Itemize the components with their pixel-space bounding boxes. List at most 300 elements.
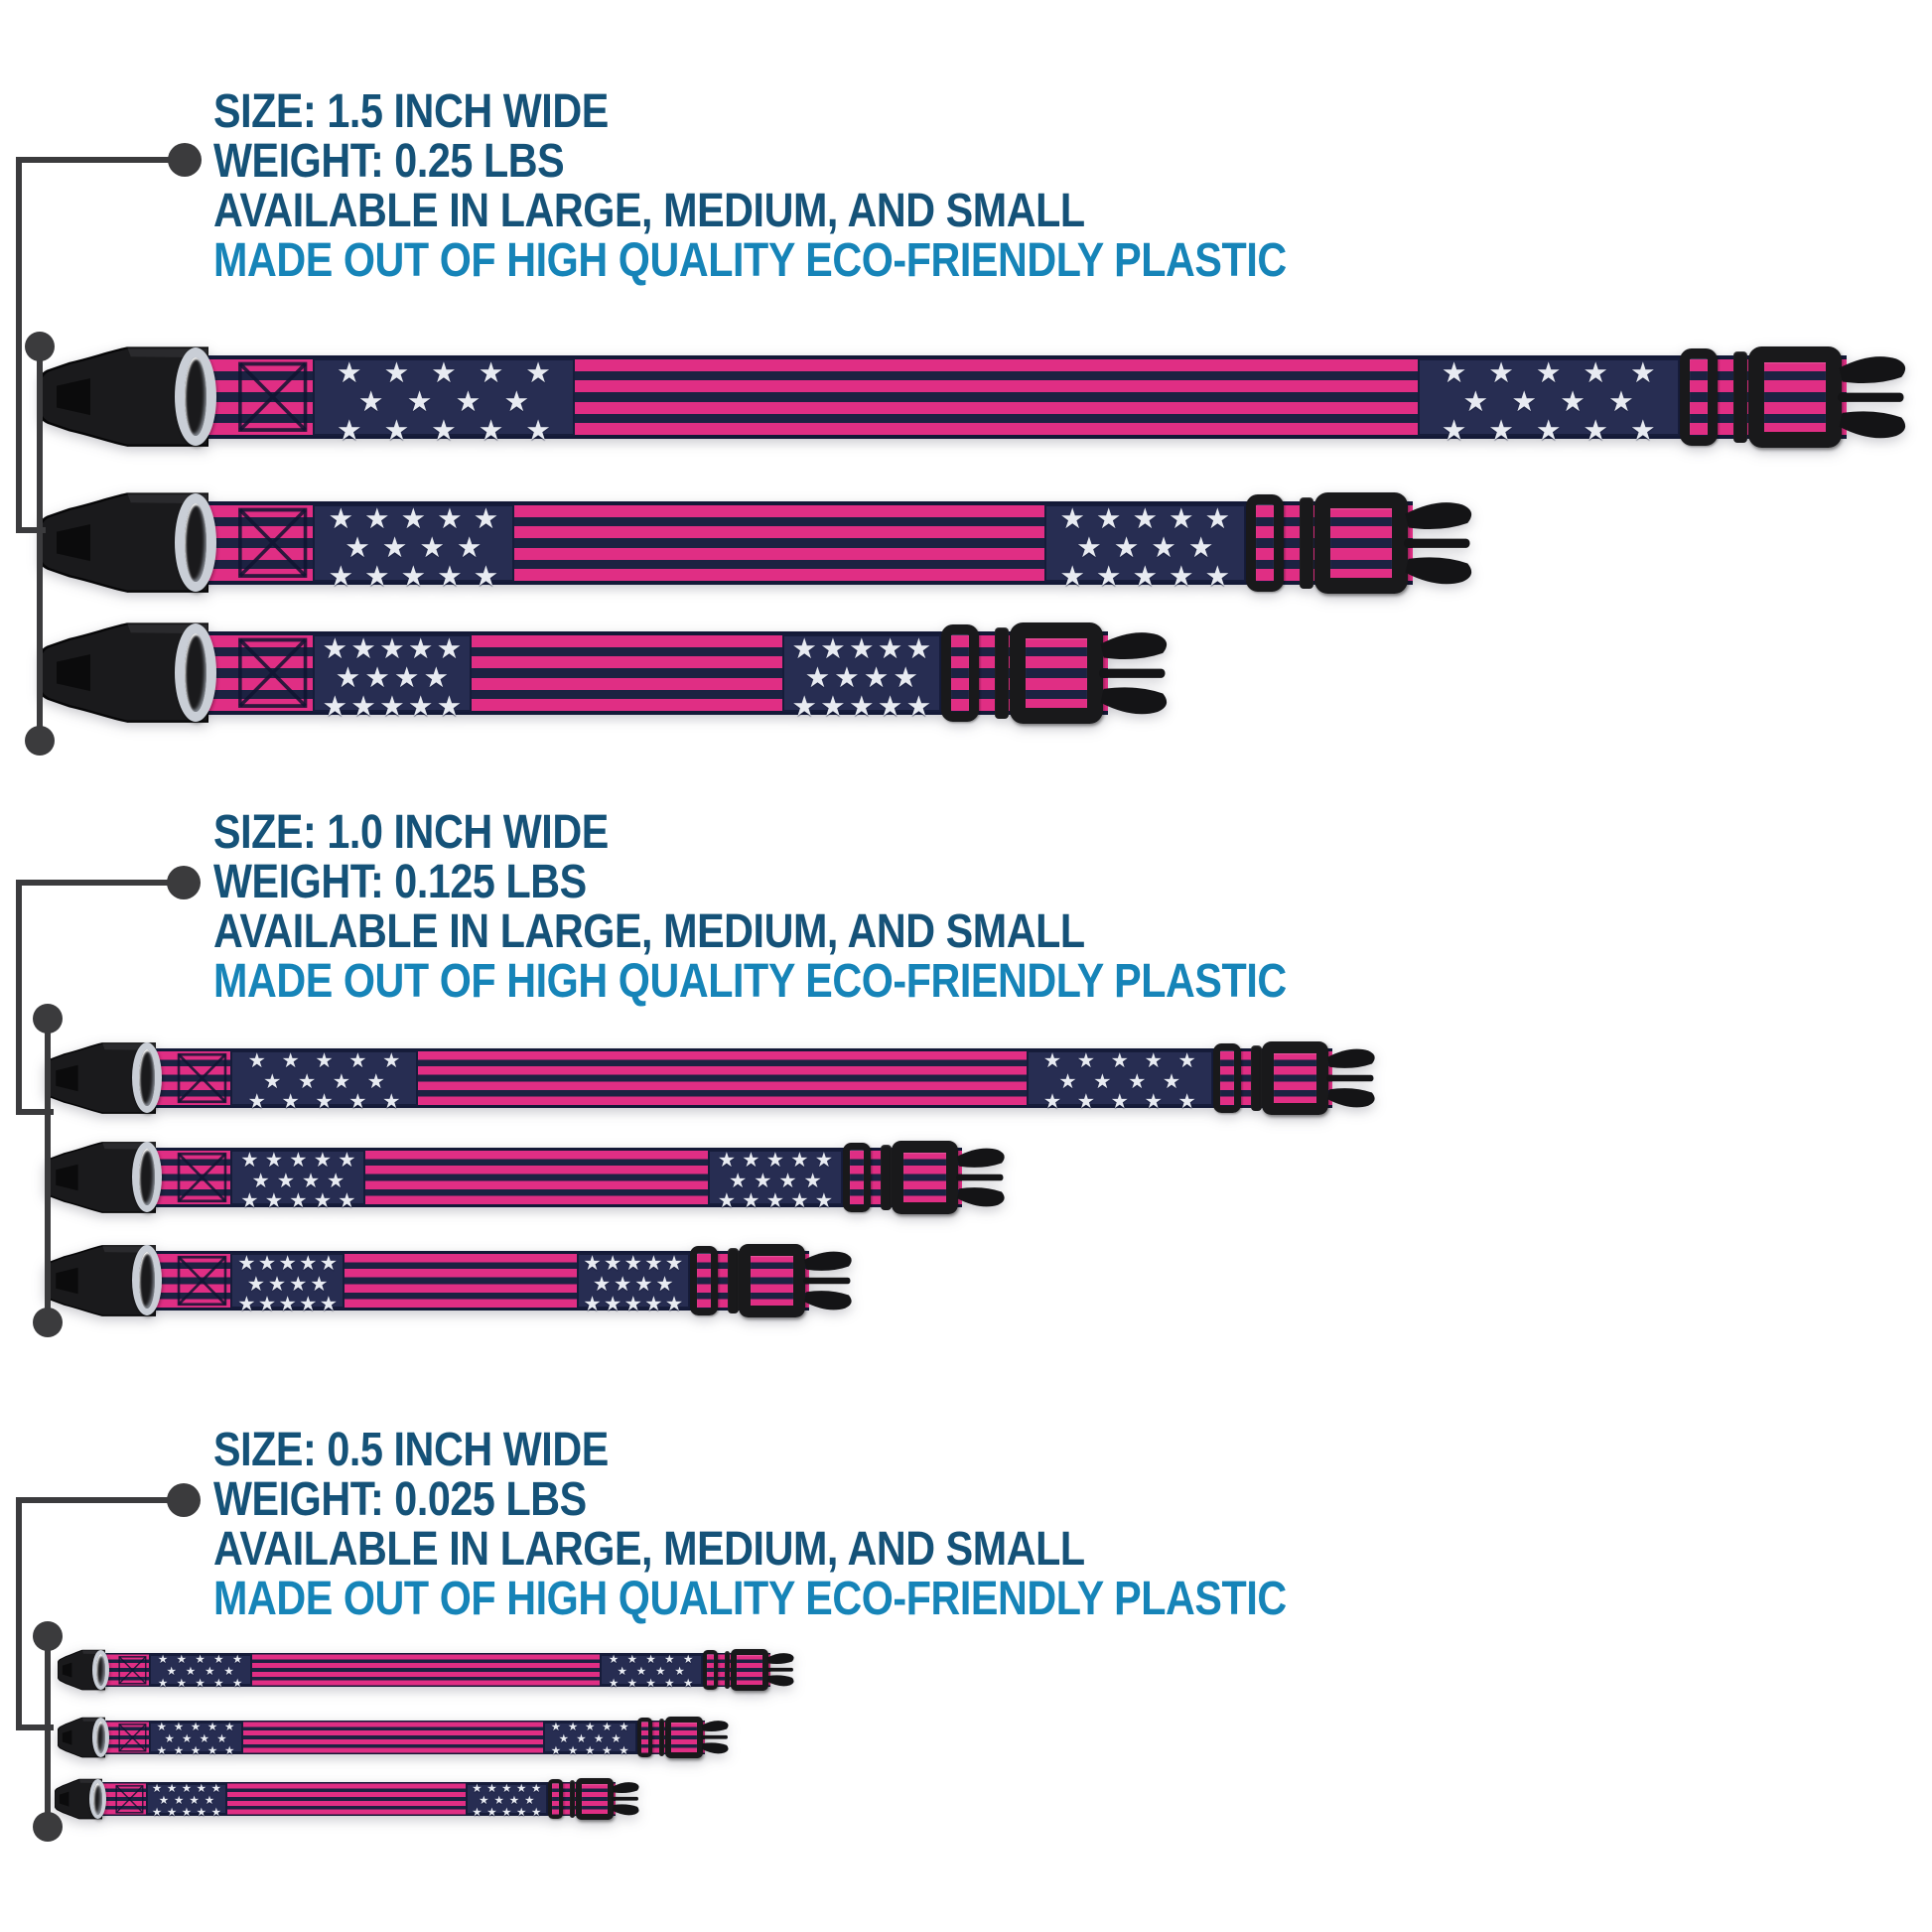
collar-photo-large	[58, 1648, 797, 1692]
tri-glide-adjuster	[690, 1246, 718, 1315]
star-icon: ★	[619, 1742, 629, 1757]
star-icon: ★	[436, 688, 463, 723]
weight-text: WEIGHT: 0.25 LBS	[213, 135, 565, 188]
star-icon: ★	[382, 1048, 401, 1073]
strap-keeper	[728, 1248, 738, 1313]
stitch-box	[177, 1051, 227, 1105]
star-icon: ★	[1488, 412, 1514, 447]
tri-glide-adjuster	[637, 1718, 653, 1756]
star-field	[1044, 501, 1246, 593]
star-icon: ★	[350, 631, 376, 666]
star-icon: ★	[205, 1663, 215, 1678]
star-icon: ★	[237, 1251, 256, 1276]
star-icon: ★	[267, 1271, 287, 1296]
star-icon: ★	[804, 659, 831, 694]
star-row	[1418, 355, 1680, 390]
star-icon: ★	[501, 1804, 512, 1819]
star-row	[708, 1188, 843, 1213]
star-row	[230, 1048, 417, 1073]
material-text: MADE OUT OF HIGH QUALITY ECO-FRIENDLY PLASTIC	[213, 234, 1287, 287]
star-icon: ★	[765, 1188, 785, 1213]
star-icon: ★	[247, 1048, 266, 1073]
star-icon: ★	[176, 1675, 188, 1690]
star-icon: ★	[834, 659, 860, 694]
side-release-buckle-right	[1748, 346, 1842, 449]
star-icon: ★	[1441, 355, 1467, 390]
star-row	[149, 1722, 243, 1733]
star-icon: ★	[419, 529, 445, 564]
star-field	[1418, 355, 1680, 447]
star-icon: ★	[436, 631, 463, 666]
star-icon: ★	[164, 1730, 175, 1745]
star-icon: ★	[1132, 501, 1159, 536]
star-icon: ★	[530, 1781, 542, 1796]
star-row	[149, 1654, 252, 1666]
star-icon: ★	[754, 1168, 772, 1192]
star-icon: ★	[814, 1148, 834, 1173]
star-field	[466, 1781, 548, 1819]
star-icon: ★	[407, 631, 434, 666]
collar-photo-medium	[40, 488, 1479, 597]
callout-node-bottom	[33, 1308, 63, 1337]
star-row	[1044, 529, 1246, 564]
star-icon: ★	[281, 1048, 300, 1073]
star-icon: ★	[820, 631, 846, 666]
star-icon: ★	[407, 688, 434, 723]
star-icon: ★	[742, 1188, 760, 1213]
side-release-buckle-right	[731, 1649, 768, 1691]
star-icon: ★	[322, 688, 348, 723]
callout-line-horizontal	[16, 1497, 184, 1503]
star-icon: ★	[1629, 355, 1656, 390]
d-ring	[175, 493, 216, 592]
star-row	[149, 1675, 252, 1690]
star-row	[149, 1742, 243, 1757]
strap-keeper	[881, 1145, 891, 1210]
star-icon: ★	[166, 1804, 178, 1819]
star-icon: ★	[814, 1188, 834, 1213]
star-icon: ★	[157, 1652, 169, 1667]
stitch-box	[118, 1723, 147, 1753]
star-icon: ★	[765, 1148, 785, 1173]
star-icon: ★	[1076, 1048, 1096, 1073]
star-icon: ★	[210, 1804, 221, 1819]
star-icon: ★	[379, 631, 405, 666]
star-icon: ★	[310, 1271, 329, 1296]
star-row	[313, 659, 472, 694]
star-icon: ★	[366, 1068, 385, 1093]
star-row	[466, 1804, 548, 1819]
star-icon: ★	[603, 1251, 622, 1276]
star-icon: ★	[297, 1068, 317, 1093]
star-icon: ★	[1132, 558, 1159, 593]
star-icon: ★	[181, 1804, 193, 1819]
star-icon: ★	[1110, 1089, 1129, 1114]
star-icon: ★	[905, 688, 932, 723]
collar-photo-large	[40, 343, 1913, 451]
star-icon: ★	[877, 631, 903, 666]
star-icon: ★	[583, 1251, 602, 1276]
star-icon: ★	[729, 1168, 748, 1192]
star-icon: ★	[348, 1089, 367, 1114]
star-icon: ★	[364, 501, 390, 536]
star-icon: ★	[478, 412, 504, 447]
star-icon: ★	[664, 1675, 675, 1690]
star-icon: ★	[608, 1675, 620, 1690]
star-icon: ★	[157, 1675, 169, 1690]
star-row	[708, 1148, 843, 1173]
star-icon: ★	[905, 631, 932, 666]
star-icon: ★	[791, 688, 818, 723]
star-icon: ★	[456, 529, 483, 564]
star-row	[313, 688, 472, 723]
star-icon: ★	[603, 1292, 622, 1316]
star-row	[782, 659, 941, 694]
star-icon: ★	[1168, 501, 1194, 536]
star-icon: ★	[778, 1168, 797, 1192]
star-icon: ★	[315, 1089, 334, 1114]
star-icon: ★	[1168, 558, 1194, 593]
star-icon: ★	[263, 1068, 282, 1093]
star-icon: ★	[207, 1742, 218, 1757]
star-icon: ★	[337, 412, 362, 447]
star-icon: ★	[1128, 1068, 1147, 1093]
d-ring	[175, 623, 216, 722]
star-icon: ★	[345, 529, 370, 564]
callout-node-top	[33, 1004, 63, 1034]
star-icon: ★	[1076, 529, 1102, 564]
star-icon: ★	[207, 1720, 218, 1734]
star-icon: ★	[319, 1251, 338, 1276]
star-icon: ★	[166, 1663, 177, 1678]
star-icon: ★	[1583, 355, 1609, 390]
star-icon: ★	[472, 1781, 483, 1796]
star-field	[708, 1148, 843, 1213]
callout-line-vertical	[16, 160, 22, 533]
strap-keeper	[1251, 1045, 1261, 1111]
star-icon: ★	[240, 1188, 259, 1213]
buckle-prongs	[956, 1145, 1010, 1210]
star-field	[782, 631, 941, 723]
spec-text-block	[213, 1426, 1287, 1624]
star-field	[313, 631, 472, 723]
star-icon: ★	[364, 659, 390, 694]
star-field	[1027, 1048, 1213, 1114]
star-icon: ★	[611, 1730, 621, 1745]
star-icon: ★	[501, 1781, 512, 1796]
star-icon: ★	[863, 659, 890, 694]
star-icon: ★	[257, 1251, 277, 1276]
buckle-prongs	[1838, 351, 1913, 443]
callout-line-collars	[45, 1636, 51, 1827]
callout-line-horizontal	[16, 157, 185, 163]
side-release-buckle-right	[1262, 1041, 1328, 1114]
star-icon: ★	[644, 1251, 663, 1276]
collar-photo-large	[45, 1039, 1380, 1117]
strap-keeper	[725, 1651, 731, 1688]
star-row	[313, 412, 575, 447]
star-icon: ★	[156, 1742, 167, 1757]
star-icon: ★	[182, 1730, 193, 1745]
star-icon: ★	[276, 1168, 295, 1192]
callout-node-top	[33, 1621, 63, 1651]
star-icon: ★	[1093, 1068, 1112, 1093]
star-row	[230, 1292, 345, 1316]
side-release-buckle-right	[1314, 492, 1408, 595]
star-icon: ★	[364, 558, 390, 593]
availability-text: AVAILABLE IN LARGE, MEDIUM, AND SMALL	[213, 1523, 1085, 1576]
collar-photo-small	[45, 1242, 857, 1319]
star-icon: ★	[264, 1148, 284, 1173]
star-icon: ★	[322, 631, 348, 666]
star-icon: ★	[848, 631, 875, 666]
callout-line-collars	[45, 1019, 51, 1322]
star-row	[600, 1654, 703, 1666]
star-field	[146, 1781, 228, 1819]
star-row	[230, 1089, 417, 1114]
star-icon: ★	[196, 1781, 207, 1796]
star-icon: ★	[1583, 412, 1609, 447]
side-release-buckle-right	[892, 1141, 958, 1213]
star-row	[230, 1148, 365, 1173]
side-release-buckle-right	[576, 1778, 614, 1820]
strap-keeper	[1733, 351, 1747, 443]
star-icon: ★	[1488, 355, 1514, 390]
star-icon: ★	[820, 688, 846, 723]
star-icon: ★	[503, 383, 530, 418]
star-icon: ★	[626, 1652, 638, 1667]
buckle-prongs	[1099, 627, 1174, 719]
star-icon: ★	[348, 1048, 367, 1073]
star-row	[230, 1251, 345, 1276]
collar-photo-medium	[58, 1716, 732, 1759]
buckle-prongs	[701, 1719, 732, 1755]
star-icon: ★	[530, 1804, 542, 1819]
star-icon: ★	[664, 1292, 684, 1316]
star-icon: ★	[614, 1271, 632, 1296]
star-icon: ★	[350, 688, 376, 723]
star-icon: ★	[246, 1271, 265, 1296]
star-icon: ★	[455, 383, 482, 418]
star-icon: ★	[1204, 558, 1231, 593]
star-icon: ★	[289, 1148, 308, 1173]
star-icon: ★	[247, 1089, 266, 1114]
star-icon: ★	[655, 1663, 666, 1678]
star-icon: ★	[313, 1188, 333, 1213]
star-icon: ★	[278, 1251, 297, 1276]
star-icon: ★	[406, 383, 433, 418]
buckle-prongs	[1404, 497, 1479, 589]
star-icon: ★	[382, 1089, 401, 1114]
star-icon: ★	[472, 1804, 483, 1819]
star-row	[782, 631, 941, 666]
star-icon: ★	[381, 529, 408, 564]
star-row	[782, 688, 941, 723]
size-text: SIZE: 0.5 INCH WIDE	[213, 1424, 609, 1476]
tri-glide-adjuster	[843, 1143, 871, 1212]
star-icon: ★	[626, 1675, 638, 1690]
callout-line-vertical	[16, 883, 22, 1115]
star-icon: ★	[655, 1271, 674, 1296]
star-icon: ★	[257, 1292, 277, 1316]
star-row	[1027, 1089, 1213, 1114]
star-icon: ★	[576, 1730, 587, 1745]
star-icon: ★	[508, 1792, 520, 1807]
star-icon: ★	[1059, 558, 1086, 593]
star-icon: ★	[213, 1675, 224, 1690]
size-text: SIZE: 1.0 INCH WIDE	[213, 806, 609, 859]
star-field	[313, 355, 575, 447]
star-icon: ★	[486, 1804, 497, 1819]
star-icon: ★	[231, 1652, 243, 1667]
star-icon: ★	[173, 1742, 185, 1757]
star-icon: ★	[166, 1781, 178, 1796]
star-icon: ★	[1162, 1068, 1181, 1093]
star-icon: ★	[383, 355, 410, 390]
star-icon: ★	[328, 501, 354, 536]
star-icon: ★	[204, 1792, 215, 1807]
star-icon: ★	[400, 501, 427, 536]
callout-line-collars	[37, 346, 43, 741]
star-icon: ★	[1187, 529, 1214, 564]
star-icon: ★	[479, 1792, 489, 1807]
star-icon: ★	[516, 1804, 527, 1819]
star-icon: ★	[790, 1148, 809, 1173]
star-icon: ★	[593, 1730, 605, 1745]
star-row	[543, 1742, 637, 1757]
star-icon: ★	[790, 1188, 809, 1213]
stitch-box	[237, 635, 308, 711]
star-field	[230, 1048, 417, 1114]
side-release-buckle-right	[739, 1244, 805, 1316]
star-icon: ★	[644, 1292, 663, 1316]
star-field	[543, 1720, 637, 1757]
collar-photo-medium	[45, 1139, 1010, 1216]
star-icon: ★	[1110, 1048, 1129, 1073]
star-field	[230, 1251, 345, 1316]
star-field	[577, 1251, 691, 1316]
star-icon: ★	[558, 1730, 570, 1745]
star-icon: ★	[1144, 1048, 1163, 1073]
star-row	[600, 1675, 703, 1690]
star-icon: ★	[1151, 529, 1176, 564]
star-icon: ★	[431, 355, 457, 390]
star-icon: ★	[237, 1292, 256, 1316]
star-icon: ★	[289, 1271, 308, 1296]
star-icon: ★	[1462, 383, 1489, 418]
star-icon: ★	[478, 355, 504, 390]
star-icon: ★	[682, 1675, 694, 1690]
star-icon: ★	[210, 1781, 221, 1796]
tri-glide-adjuster	[1680, 348, 1719, 445]
star-icon: ★	[583, 1292, 602, 1316]
star-icon: ★	[332, 1068, 351, 1093]
star-field	[149, 1720, 243, 1757]
callout-node-bottom	[33, 1812, 63, 1842]
d-ring	[175, 347, 216, 446]
star-icon: ★	[264, 1188, 284, 1213]
buckle-prongs	[612, 1780, 642, 1817]
star-row	[313, 631, 472, 666]
star-icon: ★	[158, 1792, 170, 1807]
star-icon: ★	[299, 1251, 318, 1276]
tri-glide-adjuster	[1246, 494, 1285, 591]
star-icon: ★	[379, 688, 405, 723]
star-icon: ★	[550, 1742, 562, 1757]
star-row	[230, 1068, 417, 1093]
star-icon: ★	[240, 1148, 259, 1173]
star-icon: ★	[877, 688, 903, 723]
star-row	[1027, 1068, 1213, 1093]
star-icon: ★	[213, 1652, 224, 1667]
star-icon: ★	[1204, 501, 1231, 536]
star-row	[313, 355, 575, 390]
star-icon: ★	[803, 1168, 822, 1192]
star-field	[230, 1148, 365, 1213]
star-icon: ★	[486, 1781, 497, 1796]
star-row	[230, 1188, 365, 1213]
star-icon: ★	[383, 412, 410, 447]
star-icon: ★	[393, 659, 420, 694]
star-row	[1418, 412, 1680, 447]
star-icon: ★	[181, 1781, 193, 1796]
star-icon: ★	[645, 1675, 656, 1690]
star-icon: ★	[1177, 1089, 1196, 1114]
star-row	[1027, 1048, 1213, 1073]
star-icon: ★	[742, 1148, 760, 1173]
stitch-box	[177, 1254, 227, 1308]
star-icon: ★	[1042, 1048, 1062, 1073]
star-icon: ★	[493, 1792, 504, 1807]
star-icon: ★	[567, 1742, 579, 1757]
star-icon: ★	[525, 355, 551, 390]
star-icon: ★	[1177, 1048, 1196, 1073]
star-icon: ★	[674, 1663, 685, 1678]
star-row	[230, 1271, 345, 1296]
star-icon: ★	[602, 1720, 613, 1734]
star-icon: ★	[190, 1720, 202, 1734]
star-icon: ★	[338, 1188, 356, 1213]
star-icon: ★	[437, 501, 463, 536]
star-icon: ★	[791, 631, 818, 666]
stitch-box	[237, 505, 308, 581]
star-icon: ★	[224, 1720, 235, 1734]
star-icon: ★	[602, 1742, 613, 1757]
star-row	[313, 529, 514, 564]
star-icon: ★	[195, 1652, 206, 1667]
star-row	[708, 1168, 843, 1192]
star-icon: ★	[338, 1148, 356, 1173]
star-icon: ★	[327, 1168, 345, 1192]
star-icon: ★	[176, 1652, 188, 1667]
weight-text: WEIGHT: 0.025 LBS	[213, 1473, 587, 1526]
star-icon: ★	[717, 1188, 737, 1213]
material-text: MADE OUT OF HIGH QUALITY ECO-FRIENDLY PLASTIC	[213, 1573, 1287, 1625]
star-row	[146, 1804, 228, 1819]
star-row	[1044, 501, 1246, 536]
stitch-box	[115, 1784, 144, 1815]
availability-text: AVAILABLE IN LARGE, MEDIUM, AND SMALL	[213, 905, 1085, 958]
star-icon: ★	[437, 558, 463, 593]
star-icon: ★	[335, 659, 361, 694]
star-icon: ★	[635, 1663, 647, 1678]
spec-text-block	[213, 808, 1287, 1007]
star-icon: ★	[151, 1804, 163, 1819]
star-icon: ★	[199, 1730, 210, 1745]
buckle-prongs	[766, 1651, 797, 1688]
weight-text: WEIGHT: 0.125 LBS	[213, 856, 587, 908]
star-row	[577, 1251, 691, 1276]
